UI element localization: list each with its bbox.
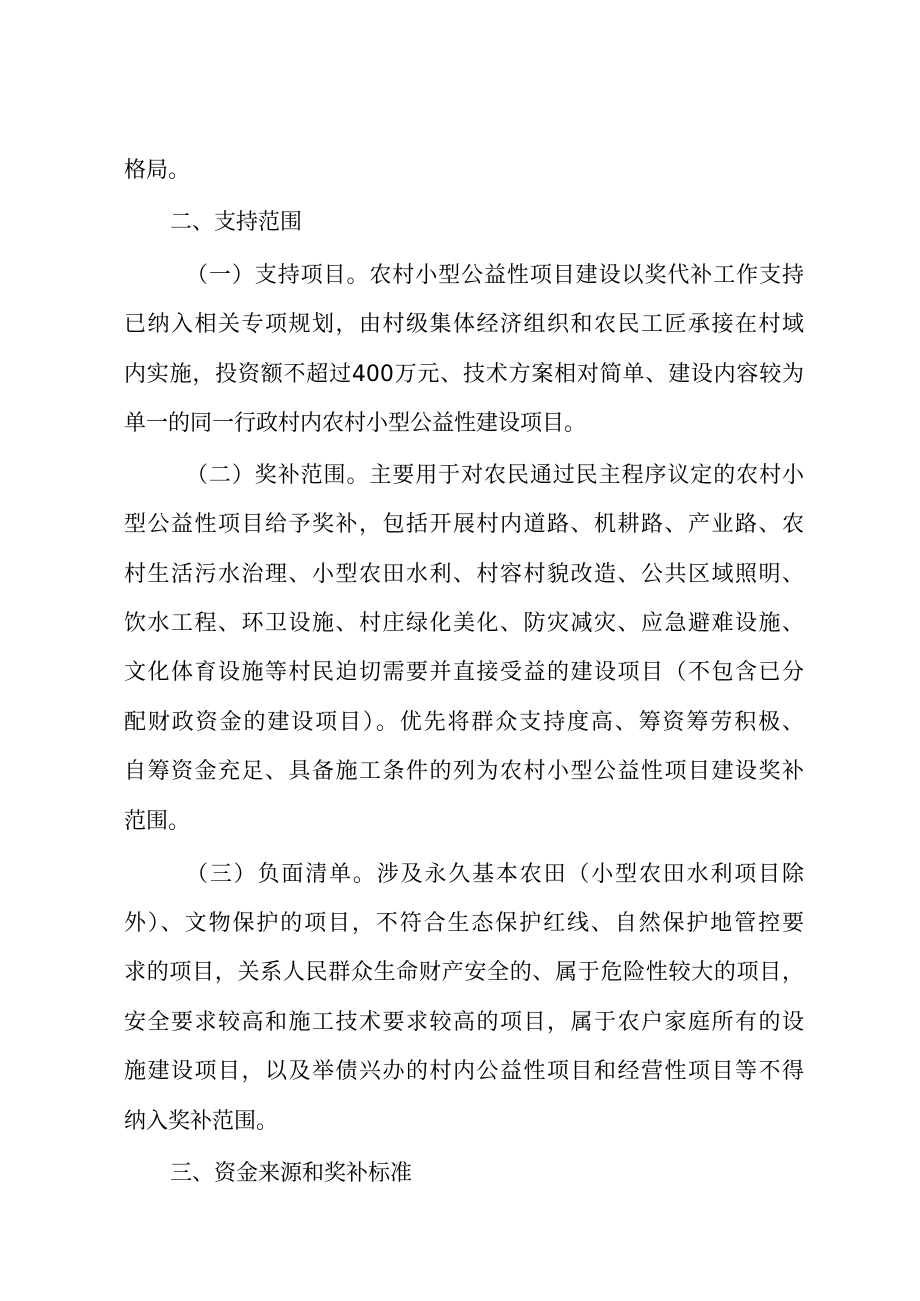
paragraph-line: 饮水工程、环卫设施、村庄绿化美化、防灾减灾、应急避难设施、: [124, 611, 804, 636]
paragraph-line: 外）、文物保护的项目，不符合生态保护红线、自然保护地管控要: [124, 911, 804, 936]
paragraph-line: 已纳入相关专项规划，由村级集体经济组织和农民工匠承接在村域: [124, 312, 804, 337]
paragraph-line: 求的项目，关系人民群众生命财产安全的、属于危险性较大的项目，: [124, 960, 804, 985]
paragraph-line: 文化体育设施等村民迫切需要并直接受益的建设项目（不包含已分: [124, 660, 804, 685]
paragraph-line: 村生活污水治理、小型农田水利、村容村貌改造、公共区域照明、: [124, 562, 804, 587]
section-heading-2: 二、支持范围: [170, 210, 303, 235]
paragraph-line: 内实施，投资额不超过400万元、技术方案相对简单、建设内容较为: [124, 362, 804, 387]
paragraph-line: 施建设项目，以及举债兴办的村内公益性项目和经营性项目等不得: [124, 1059, 804, 1084]
paragraph-line: 安全要求较高和施工技术要求较高的项目，属于农户家庭所有的设: [124, 1010, 804, 1035]
paragraph-line: 单一的同一行政村内农村小型公益性建设项目。: [124, 411, 587, 436]
paragraph-line: 范围。: [124, 809, 191, 834]
paragraph-line: （二）奖补范围。主要用于对农民通过民主程序议定的农村小: [186, 463, 804, 488]
paragraph-line: （一）支持项目。农村小型公益性项目建设以奖代补工作支持: [186, 263, 804, 288]
paragraph-line: 格局。: [124, 158, 191, 183]
paragraph-line: 配财政资金的建设项目）。优先将群众支持度高、筹资筹劳积极、: [124, 710, 804, 735]
section-heading-3: 三、资金来源和奖补标准: [170, 1161, 413, 1186]
paragraph-line: 型公益性项目给予奖补，包括开展村内道路、机耕路、产业路、农: [124, 512, 804, 537]
paragraph-line: （三）负面清单。涉及永久基本农田（小型农田水利项目除: [186, 862, 804, 887]
paragraph-line: 纳入奖补范围。: [124, 1109, 279, 1134]
paragraph-line: 自筹资金充足、具备施工条件的列为农村小型公益性项目建设奖补: [124, 759, 804, 784]
